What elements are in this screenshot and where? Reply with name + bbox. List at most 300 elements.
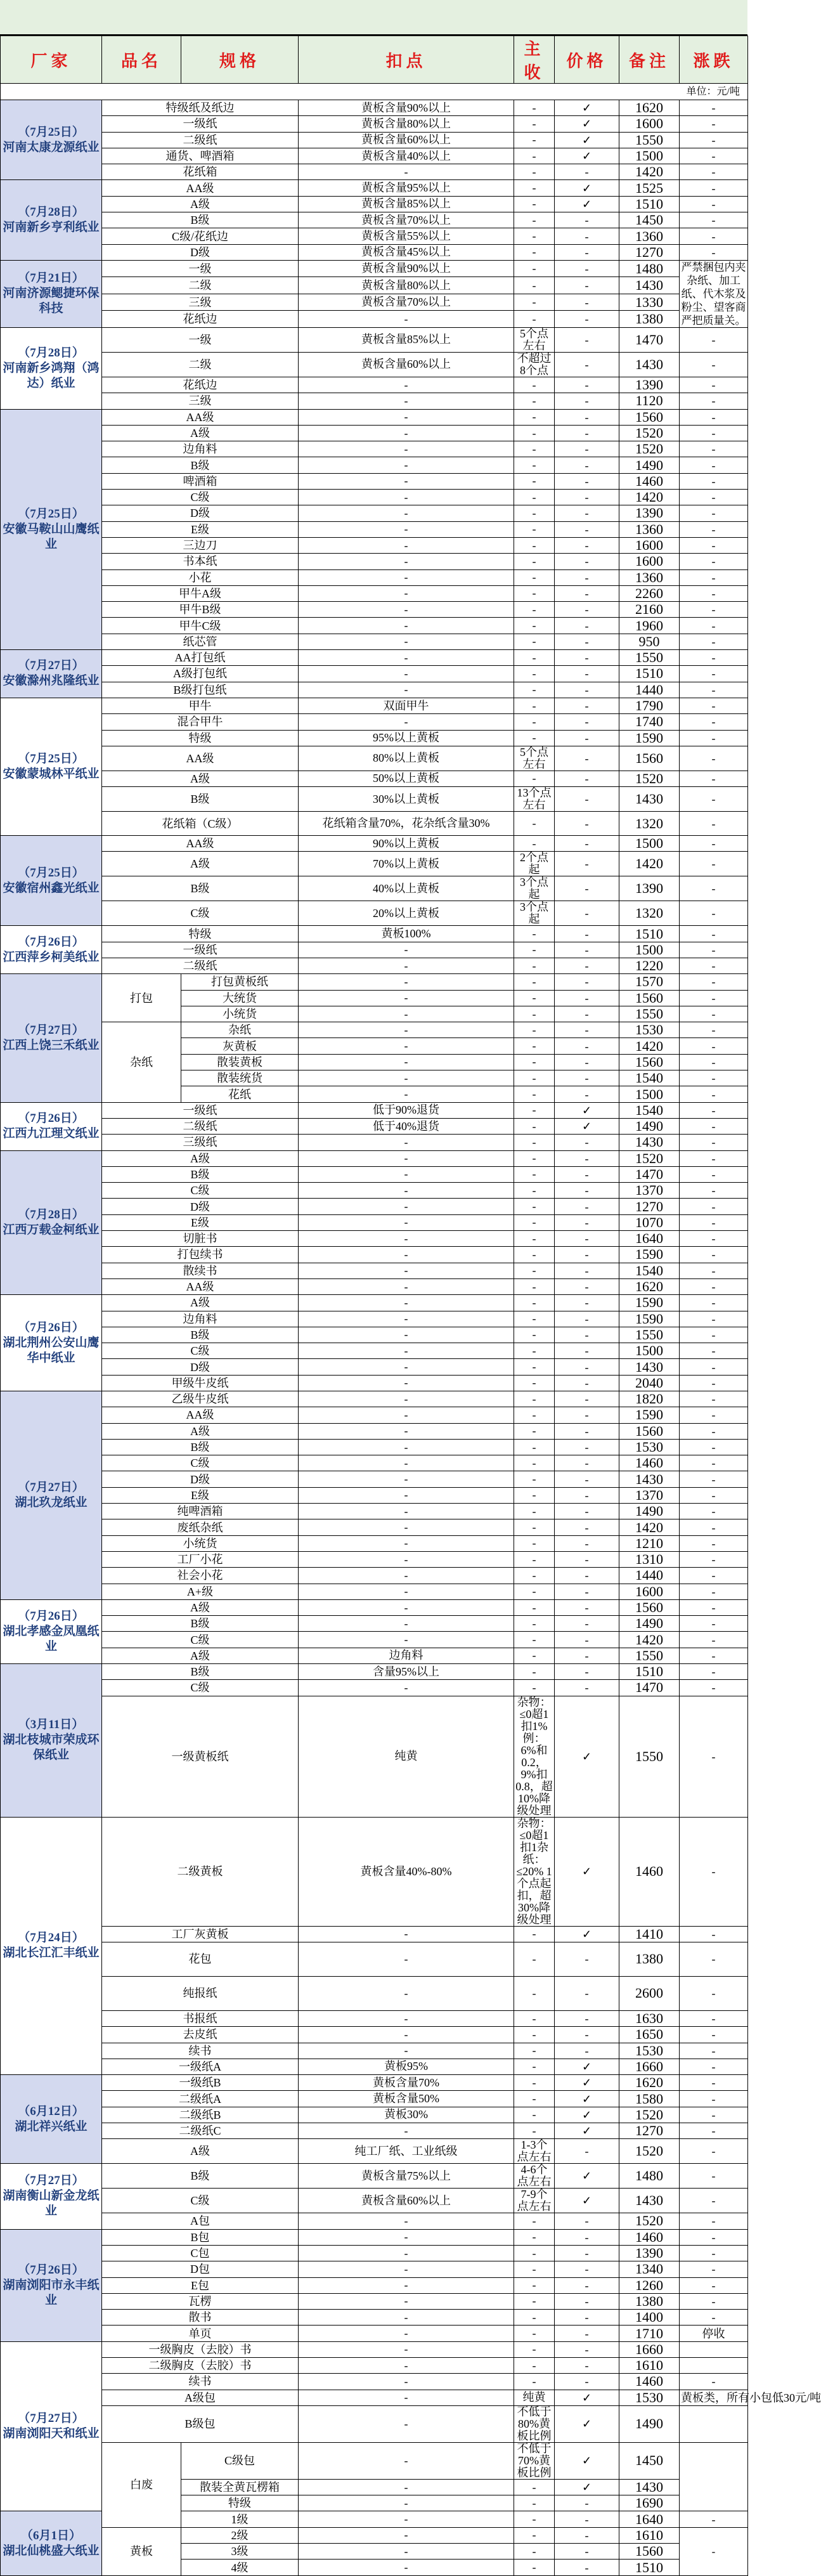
table-row — [1, 228, 748, 244]
table-row — [1, 2442, 748, 2479]
table-row — [1, 311, 748, 328]
deduction: 杂物：≤0超1扣1杂纸：≤20% 1个点起扣，超30%降级处理 — [514, 1817, 555, 1926]
deduction: - — [514, 812, 555, 836]
product-name: 一级 — [102, 260, 299, 277]
table-row — [1, 537, 748, 553]
product-name: B级 — [102, 1327, 299, 1343]
product-name: 一级纸 — [102, 942, 299, 958]
product-name: 二级纸 — [102, 958, 299, 973]
product-name: 续书 — [102, 2374, 299, 2390]
mill-cell — [1, 650, 102, 698]
main-purchase-mark: - — [555, 1295, 619, 1311]
main-purchase-mark: - — [555, 1327, 619, 1343]
price: 1260 — [619, 2277, 680, 2293]
product-name: C级 — [102, 1632, 299, 1648]
deduction: - — [514, 650, 555, 666]
main-purchase-mark: ✓ — [555, 100, 619, 116]
table-row — [1, 116, 748, 132]
mill-name: 河南太康龙源纸业 — [3, 140, 100, 154]
deduction: - — [514, 2277, 555, 2293]
main-purchase-mark: - — [555, 212, 619, 228]
mill-date: （6月12日） — [18, 2104, 84, 2118]
main-purchase-mark: ✓ — [555, 2091, 619, 2107]
spec: 70%以上黄板 — [299, 852, 514, 876]
price: 1420 — [619, 1519, 680, 1535]
price: 1530 — [619, 1022, 680, 1038]
sub-category: 打包 — [102, 974, 181, 1022]
table-row — [1, 852, 748, 876]
deduction: - — [514, 2544, 555, 2560]
price: 1430 — [619, 277, 680, 294]
spec: - — [299, 1343, 514, 1359]
mill-date: （7月24日） — [18, 1931, 84, 1945]
product-name: A级 — [102, 852, 299, 876]
deduction: - — [514, 1664, 555, 1680]
table-row — [1, 1568, 748, 1584]
product-name: 社会小花 — [102, 1568, 299, 1584]
price: 1490 — [619, 457, 680, 473]
mill-name: 湖北荆州公安山鹰华中纸业 — [3, 1336, 100, 1365]
spec: - — [299, 2357, 514, 2373]
price: 1070 — [619, 1214, 680, 1230]
product-name: 特级 — [102, 926, 299, 942]
table-row — [1, 876, 748, 901]
deduction: - — [514, 1487, 555, 1503]
spec: - — [299, 473, 514, 489]
deduction: - — [514, 666, 555, 682]
spec: - — [299, 1535, 514, 1551]
column-header: 品名 — [102, 36, 181, 84]
spec: - — [299, 974, 514, 990]
main-purchase-mark: - — [555, 2495, 619, 2511]
deduction: 3个点起 — [514, 901, 555, 926]
spec: - — [299, 1022, 514, 1038]
remark: - — [680, 1535, 748, 1551]
main-purchase-mark: - — [555, 2043, 619, 2059]
remark: - — [680, 2374, 748, 2390]
deduction: - — [514, 100, 555, 116]
price: 1470 — [619, 327, 680, 352]
mill-cell — [1, 1817, 102, 2074]
deduction: - — [514, 2511, 555, 2527]
table-row — [1, 277, 748, 294]
mill-name: 江西萍乡柯美纸业 — [3, 950, 100, 964]
column-header: 主收 — [514, 36, 555, 84]
product-name: B级 — [102, 1439, 299, 1455]
product-name: AA级 — [102, 836, 299, 852]
spec: - — [299, 2560, 514, 2575]
table-row — [1, 1455, 748, 1471]
deduction: - — [514, 1086, 555, 1102]
product-name: 去皮纸 — [102, 2027, 299, 2043]
table-row — [1, 1487, 748, 1503]
spec: - — [299, 1086, 514, 1102]
price: 1540 — [619, 1263, 680, 1278]
product-name: AA打包纸 — [102, 650, 299, 666]
remark: - — [680, 746, 748, 771]
main-purchase-mark: - — [555, 2261, 619, 2277]
spec: - — [299, 2326, 514, 2341]
remark: - — [680, 1648, 748, 1663]
product-name: 边角料 — [102, 441, 299, 457]
main-purchase-mark: - — [555, 1375, 619, 1391]
deduction: - — [514, 505, 555, 521]
deduction: - — [514, 2091, 555, 2107]
mill-name: 河南济源鳃捷环保科技 — [3, 287, 100, 316]
price: 1610 — [619, 2357, 680, 2373]
price: 1490 — [619, 1504, 680, 1519]
table-row — [1, 958, 748, 973]
main-purchase-mark: - — [555, 521, 619, 537]
spec: 40%以上黄板 — [299, 876, 514, 901]
deduction: - — [514, 1455, 555, 1471]
price: 1590 — [619, 1407, 680, 1423]
sub-category: 杂纸 — [102, 1022, 181, 1102]
spec: - — [299, 1375, 514, 1391]
main-purchase-mark: ✓ — [555, 116, 619, 132]
deduction: - — [514, 2357, 555, 2373]
table-row — [1, 1022, 748, 1038]
main-purchase-mark: - — [555, 1535, 619, 1551]
price: 1570 — [619, 974, 680, 990]
remark: 黄板类，所有小包低30元/吨 — [680, 2390, 748, 2405]
deduction: - — [514, 602, 555, 618]
deduction: - — [514, 2374, 555, 2390]
main-purchase-mark: - — [555, 1455, 619, 1471]
unit-label: 单位：元/吨 — [1, 84, 748, 100]
mill-name: 湖北祥兴纸业 — [15, 2119, 87, 2133]
spec: 黄板含量90%以上 — [299, 260, 514, 277]
product-name: 二级纸C — [102, 2123, 299, 2139]
deduction: - — [514, 244, 555, 260]
price: 1380 — [619, 311, 680, 328]
remark: - — [680, 1343, 748, 1359]
table-row — [1, 746, 748, 771]
spec: - — [299, 1407, 514, 1423]
remark: - — [680, 714, 748, 730]
product-name: AA级 — [102, 180, 299, 196]
deduction: - — [514, 926, 555, 942]
table-row — [1, 132, 748, 148]
mill-cell — [1, 974, 102, 1102]
remark: - — [680, 2010, 748, 2026]
remark: - — [680, 1632, 748, 1648]
price: 1380 — [619, 2293, 680, 2309]
remark: - — [680, 352, 748, 377]
spec: - — [299, 1504, 514, 1519]
product-name: 花纸箱（C级） — [102, 812, 299, 836]
deduction: - — [514, 2107, 555, 2123]
deduction: - — [514, 2261, 555, 2277]
table-row — [1, 698, 748, 713]
spec: - — [299, 1006, 514, 1022]
spec: - — [299, 1054, 514, 1070]
remark: - — [680, 901, 748, 926]
table-row — [1, 650, 748, 666]
product-name: B级 — [102, 2164, 299, 2189]
deduction: - — [514, 1295, 555, 1311]
deduction: - — [514, 2027, 555, 2043]
spec: - — [299, 2277, 514, 2293]
main-purchase-mark: - — [555, 2010, 619, 2026]
price: 1600 — [619, 537, 680, 553]
main-purchase-mark: - — [555, 2560, 619, 2575]
table-row — [1, 2293, 748, 2309]
table-row — [1, 666, 748, 682]
table-row — [1, 2261, 748, 2277]
spec: - — [299, 505, 514, 521]
remark: - — [680, 1359, 748, 1375]
product-name: 打包续书 — [102, 1247, 299, 1263]
remark: - — [680, 2075, 748, 2091]
table-row — [1, 2075, 748, 2091]
table-row — [1, 1150, 748, 1166]
remark: - — [680, 1183, 748, 1199]
price: 1370 — [619, 1183, 680, 1199]
product-name: 二级 — [102, 352, 299, 377]
remark: - — [680, 634, 748, 649]
spec: 黄板含量60%以上 — [299, 352, 514, 377]
product-name: 二级纸 — [102, 1118, 299, 1134]
product-name: A级 — [102, 2139, 299, 2164]
table-row — [1, 602, 748, 618]
product-name: 书报纸 — [102, 2010, 299, 2026]
mill-date: （7月26日） — [18, 1112, 84, 1126]
price: 1600 — [619, 554, 680, 569]
deduction: - — [514, 1199, 555, 1214]
main-purchase-mark: - — [555, 2027, 619, 2043]
deduction: - — [514, 1632, 555, 1648]
price: 1430 — [619, 2479, 680, 2495]
table-row — [1, 2341, 748, 2357]
product-name: 工厂小花 — [102, 1551, 299, 1567]
spec: 双面甲牛 — [299, 698, 514, 713]
deduction: - — [514, 1504, 555, 1519]
remark: - — [680, 2310, 748, 2326]
product-name: AA级 — [102, 1278, 299, 1294]
spec: 黄板95% — [299, 2059, 514, 2074]
table-row — [1, 244, 748, 260]
table-row — [1, 441, 748, 457]
remark: - — [680, 377, 748, 393]
price: 1510 — [619, 196, 680, 212]
deduction: - — [514, 1038, 555, 1054]
price: 1500 — [619, 148, 680, 164]
mill-cell — [1, 409, 102, 649]
main-purchase-mark: ✓ — [555, 2123, 619, 2139]
spec: 含量95%以上 — [299, 1664, 514, 1680]
deduction: - — [514, 569, 555, 585]
remark: - — [680, 2189, 748, 2213]
remark: - — [680, 1327, 748, 1343]
price: 1550 — [619, 1696, 680, 1817]
main-purchase-mark: - — [555, 1038, 619, 1054]
remark: - — [680, 666, 748, 682]
deduction: - — [514, 618, 555, 634]
remark: - — [680, 1680, 748, 1696]
spec: - — [299, 1070, 514, 1086]
price: 1520 — [619, 1150, 680, 1166]
remark: - — [680, 244, 748, 260]
main-purchase-mark: - — [555, 787, 619, 812]
remark: - — [680, 1086, 748, 1102]
main-purchase-mark: - — [555, 730, 619, 746]
price: 1520 — [619, 441, 680, 457]
spec: - — [299, 1423, 514, 1439]
deduction: - — [514, 730, 555, 746]
spec: 黄板含量80%以上 — [299, 277, 514, 294]
remark: - — [680, 1817, 748, 1926]
deduction: - — [514, 425, 555, 441]
product-name: C级/花纸边 — [102, 228, 299, 244]
page-title — [0, 0, 747, 36]
remark: - — [680, 926, 748, 942]
remark: - — [680, 393, 748, 409]
remark: - — [680, 2277, 748, 2293]
table-row — [1, 1584, 748, 1599]
remark: - — [680, 409, 748, 425]
price: 1440 — [619, 1568, 680, 1584]
price: 1525 — [619, 180, 680, 196]
remark: - — [680, 505, 748, 521]
table-row — [1, 1135, 748, 1150]
remark: - — [680, 1135, 748, 1150]
remark: - — [680, 618, 748, 634]
table-row — [1, 505, 748, 521]
spec: 20%以上黄板 — [299, 901, 514, 926]
deduction: - — [514, 1519, 555, 1535]
price: 1530 — [619, 2043, 680, 2059]
remark: - — [680, 2245, 748, 2261]
mill-cell — [1, 926, 102, 974]
spec: - — [299, 1519, 514, 1535]
remark: 停收 — [680, 2326, 748, 2341]
mill-cell — [1, 1391, 102, 1600]
main-purchase-mark: - — [555, 698, 619, 713]
price: 1360 — [619, 521, 680, 537]
mill-name: 安徽马鞍山山鹰纸业 — [3, 522, 100, 551]
deduction: - — [514, 521, 555, 537]
price: 1490 — [619, 1616, 680, 1632]
spec: - — [299, 2374, 514, 2390]
spec: - — [299, 1487, 514, 1503]
price: 2160 — [619, 602, 680, 618]
price: 1430 — [619, 2189, 680, 2213]
spec: 低于40%退货 — [299, 1118, 514, 1134]
mill-name: 江西九江理文纸业 — [3, 1127, 100, 1141]
remark: - — [680, 1150, 748, 1166]
deduction: - — [514, 1359, 555, 1375]
deduction: - — [514, 260, 555, 277]
deduction: 不超过8个点 — [514, 352, 555, 377]
mill-name: 湖南浏阳天和纸业 — [3, 2427, 100, 2441]
main-purchase-mark: ✓ — [555, 1102, 619, 1118]
main-purchase-mark: - — [555, 714, 619, 730]
mill-name: 安徽蒙城林平纸业 — [3, 767, 100, 781]
main-purchase-mark: - — [555, 441, 619, 457]
table-row — [1, 1327, 748, 1343]
table-row — [1, 1343, 748, 1359]
remark: - — [680, 2107, 748, 2123]
deduction: - — [514, 1183, 555, 1199]
deduction: - — [514, 1214, 555, 1230]
product-name: 散书 — [102, 2310, 299, 2326]
main-purchase-mark: - — [555, 1504, 619, 1519]
product-name: 书本纸 — [102, 554, 299, 569]
main-purchase-mark: - — [555, 974, 619, 990]
table-row — [1, 164, 748, 180]
deduction: - — [514, 1166, 555, 1182]
main-purchase-mark: - — [555, 473, 619, 489]
mill-name: 安徽宿州鑫光纸业 — [3, 881, 100, 895]
table-row — [1, 457, 748, 473]
remark: - — [680, 228, 748, 244]
deduction: - — [514, 1118, 555, 1134]
spec: - — [299, 634, 514, 649]
main-purchase-mark: - — [555, 1632, 619, 1648]
product-name: B级 — [102, 457, 299, 473]
mill-cell — [1, 2511, 102, 2575]
price: 1420 — [619, 1632, 680, 1648]
mill-cell — [1, 698, 102, 835]
remark: - — [680, 2043, 748, 2059]
deduction: - — [514, 164, 555, 180]
table-row — [1, 730, 748, 746]
mill-date: （7月27日） — [18, 1480, 84, 1494]
deduction: - — [514, 2075, 555, 2091]
spec: 纯黄 — [299, 1696, 514, 1817]
table-row — [1, 2357, 748, 2373]
main-purchase-mark: - — [555, 602, 619, 618]
deduction: - — [514, 682, 555, 698]
mill-name: 湖南浏阳市永丰纸业 — [3, 2278, 100, 2307]
main-purchase-mark: - — [555, 1359, 619, 1375]
price: 1550 — [619, 1648, 680, 1663]
main-purchase-mark: - — [555, 1423, 619, 1439]
product-name: 甲牛 — [102, 698, 299, 713]
main-purchase-mark: - — [555, 1471, 619, 1487]
spec: - — [299, 1135, 514, 1150]
deduction: - — [514, 311, 555, 328]
remark: - — [680, 958, 748, 973]
spec: - — [299, 2405, 514, 2442]
main-purchase-mark: - — [555, 409, 619, 425]
table-row — [1, 1504, 748, 1519]
deduction: 5个点左右 — [514, 746, 555, 771]
mill-cell — [1, 1664, 102, 1818]
spec: 黄板含量55%以上 — [299, 228, 514, 244]
product-name: 一级纸A — [102, 2059, 299, 2074]
remark: - — [680, 1504, 748, 1519]
spec: 80%以上黄板 — [299, 746, 514, 771]
main-purchase-mark: - — [555, 2139, 619, 2164]
mill-cell — [1, 100, 102, 180]
price: 1370 — [619, 1487, 680, 1503]
price: 1690 — [619, 2495, 680, 2511]
price: 1790 — [619, 698, 680, 713]
spec: - — [299, 377, 514, 393]
mill-cell — [1, 260, 102, 327]
spec: - — [299, 1231, 514, 1247]
main-purchase-mark: - — [555, 1150, 619, 1166]
deduction: - — [514, 990, 555, 1006]
product-name: 花纸 — [181, 1086, 299, 1102]
table-row — [1, 836, 748, 852]
table-row — [1, 2139, 748, 2164]
mill-cell — [1, 1295, 102, 1391]
product-name: D包 — [102, 2261, 299, 2277]
deduction: 4-6个点左右 — [514, 2164, 555, 2189]
